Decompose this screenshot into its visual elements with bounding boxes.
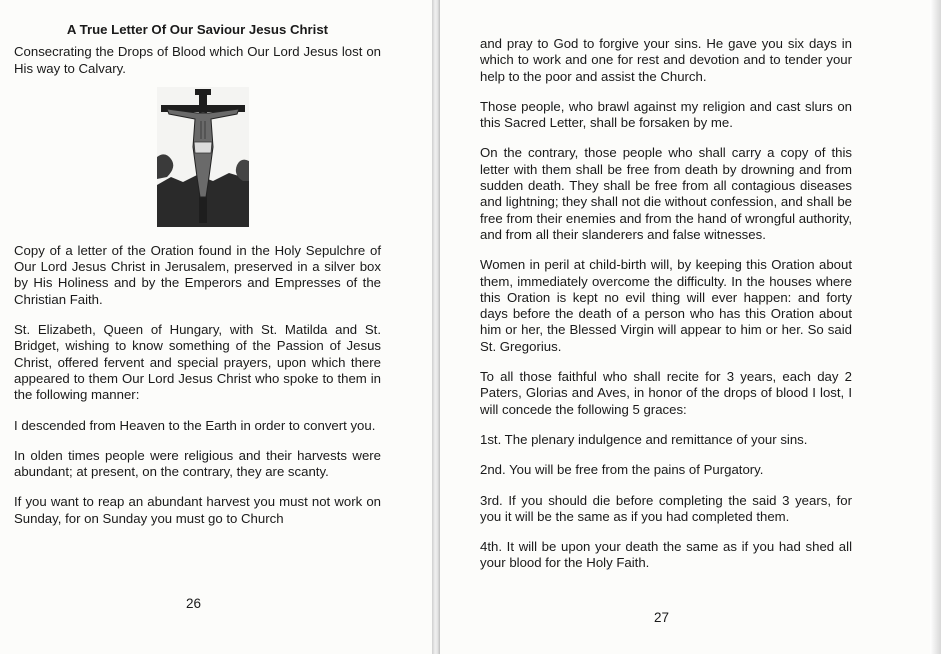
paragraph: On the contrary, those people who shall carry a copy of this letter with them shall be free from death by drowning and from sudden death. They shall be free from all contagious diseases and lightning; they shall not die without confession, and shall be free from their enemies and from the hand of wrongful authority, and from all their slanderers and false witnesses. (480, 145, 852, 242)
crucifix-icon (157, 87, 249, 227)
page-title: A True Letter Of Our Saviour Jesus Christ (66, 22, 329, 37)
grace-item: 1st. The plenary indulgence and remittance of your sins. (480, 431, 808, 447)
paragraph: To all those faithful who shall recite for 3 years, each day 2 Paters, Glorias and Aves, in honor of the drops of blood I lost, I will concede the following 5 graces: (480, 369, 852, 417)
grace-item: 4th. It will be upon your death the same as if you had shed all your blood for the Holy Faith. (480, 539, 852, 571)
left-page (0, 0, 432, 654)
paragraph: Consecrating the Drops of Blood which Our Lord Jesus lost on His way to Calvary. (14, 44, 381, 76)
page-number: 27 (654, 610, 670, 625)
paragraph: and pray to God to forgive your sins. He gave you six days in which to work and one for rest and devotion and to tender your help to the poor and assist the Church. (480, 36, 852, 84)
book-gutter (432, 0, 440, 654)
grace-item: 2nd. You will be free from the pains of Purgatory. (480, 462, 764, 478)
paragraph: Those people, who brawl against my religion and cast slurs on this Sacred Letter, shall be forsaken by me. (480, 98, 852, 131)
paragraph: Copy of a letter of the Oration found in the Holy Sepulchre of Our Lord Jesus Christ in Jerusalem, preserved in a silver box by His Holiness and by the Emperors and Empresses of the Christian Faith. (14, 242, 381, 307)
paragraph: St. Elizabeth, Queen of Hungary, with St. Matilda and St. Bridget, wishing to know something of the Passion of Jesus Christ, offered fervent and special prayers, upon which there appeared to them Our Lord Jesus Christ who spoke to them in the following manner: (14, 322, 381, 403)
grace-item: 3rd. If you should die before completing the said 3 years, for you it will be the same as if you had completed them. (480, 492, 852, 524)
right-page (440, 0, 941, 654)
paragraph: If you want to reap an abundant harvest you must not work on Sunday, for on Sunday you must go to Church (14, 494, 381, 526)
right-page-text (480, 36, 852, 572)
paragraph: I descended from Heaven to the Earth in order to convert you. (14, 417, 376, 433)
left-page-text (14, 22, 381, 527)
paragraph: Women in peril at child-birth will, by keeping this Oration about them, immediately overcome the difficulty. In the houses where this Oration is kept no evil thing will ever happen: and forty days before the death of a person who has this Oration about him or her, the Blessed Virgin will appear to him or her. So said St. Gregorius. (480, 257, 852, 354)
page-edge (930, 0, 941, 654)
paragraph: In olden times people were religious and their harvests were abundant; at present, on the contrary, they are scanty. (14, 447, 381, 480)
page-number: 26 (186, 596, 202, 611)
